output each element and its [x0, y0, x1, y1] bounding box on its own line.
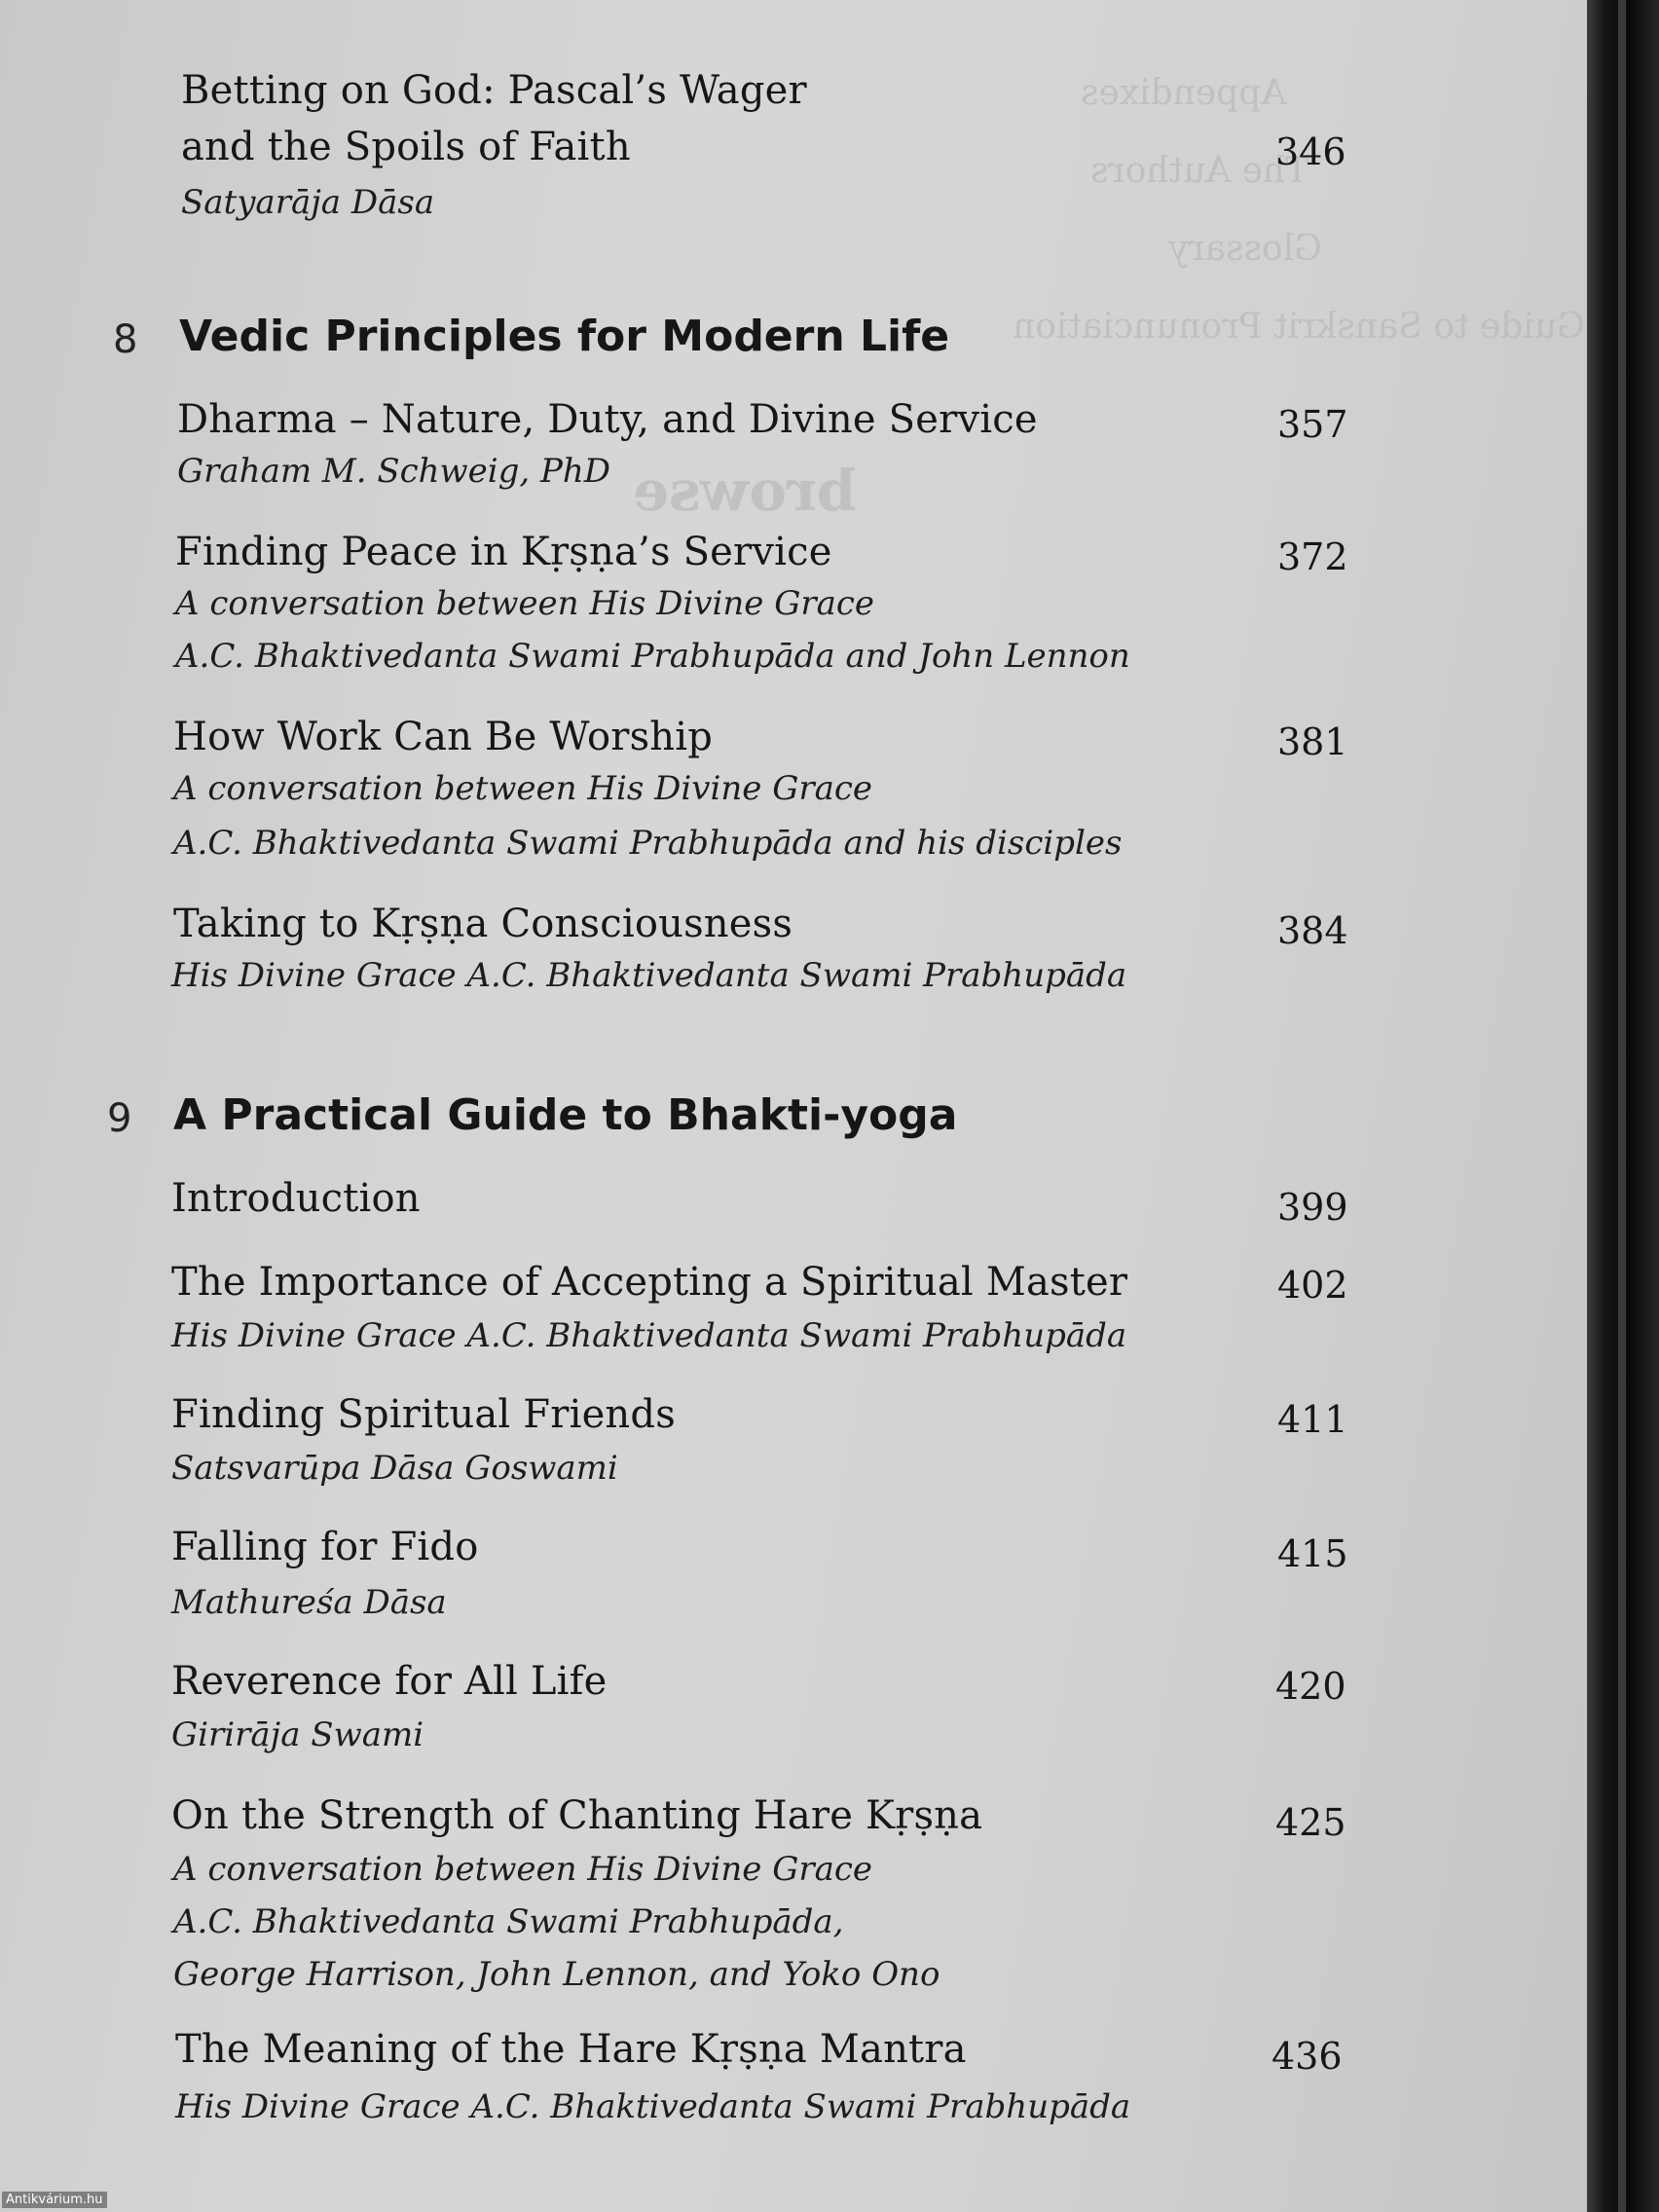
entry-author: Girirāja Swami [171, 1715, 424, 1754]
entry-author: Satyarāja Dāsa [181, 183, 435, 222]
entry-title: On the Strength of Chanting Hare Kṛṣṇa [171, 1793, 983, 1838]
entry-title: and the Spoils of Faith [181, 125, 631, 169]
entry-author: A.C. Bhaktivedanta Swami Prabhupāda and his disciples [173, 824, 1123, 863]
entry-author: His Divine Grace A.C. Bhaktivedanta Swami Prabhupāda [175, 2087, 1131, 2126]
entry-author: A conversation between His Divine Grace [173, 769, 873, 808]
chapter-title: Vedic Principles for Modern Life [179, 312, 950, 361]
entry-title: Betting on God: Pascal’s Wager [181, 68, 807, 113]
entry-page-number: 425 [1275, 1801, 1346, 1844]
entry-title: The Meaning of the Hare Kṛṣṇa Mantra [175, 2027, 967, 2072]
show-through-text: The Authors [1090, 151, 1309, 191]
entry-page-number: 372 [1277, 535, 1348, 578]
book-gutter-highlight [1618, 0, 1626, 2212]
entry-page-number: 381 [1277, 720, 1348, 763]
entry-page-number: 399 [1277, 1186, 1348, 1229]
entry-author: His Divine Grace A.C. Bhaktivedanta Swami Prabhupāda [171, 1316, 1127, 1355]
entry-author: Satsvarūpa Dāsa Goswami [171, 1449, 618, 1488]
entry-page-number: 411 [1277, 1398, 1348, 1441]
show-through-text: Guide to Sanskrit Pronunciation [1013, 307, 1585, 347]
watermark: Antikvárium.hu [2, 2192, 107, 2208]
chapter-number: 9 [107, 1096, 132, 1141]
entry-author: A conversation between His Divine Grace [173, 1850, 873, 1889]
entry-title: Taking to Kṛṣṇa Consciousness [173, 902, 793, 946]
entry-author: His Divine Grace A.C. Bhaktivedanta Swami Prabhupāda [171, 956, 1127, 995]
entry-page-number: 436 [1272, 2035, 1343, 2078]
show-through-text: Appendixes [1081, 73, 1287, 113]
entry-title: Finding Peace in Kṛṣṇa’s Service [175, 530, 832, 574]
entry-author: Mathureśa Dāsa [171, 1583, 447, 1622]
show-through-text: browse [633, 458, 857, 524]
entry-author: George Harrison, John Lennon, and Yoko Ono [173, 1955, 940, 1994]
chapter-title: A Practical Guide to Bhakti-yoga [173, 1090, 958, 1140]
entry-title: How Work Can Be Worship [173, 715, 714, 759]
entry-title: Falling for Fido [171, 1525, 479, 1569]
entry-page-number: 346 [1275, 130, 1346, 173]
entry-page-number: 357 [1277, 403, 1348, 446]
entry-page-number: 384 [1277, 909, 1348, 952]
entry-title: Dharma – Nature, Duty, and Divine Service [177, 397, 1038, 442]
entry-author: Graham M. Schweig, PhD [177, 452, 611, 491]
entry-page-number: 415 [1277, 1532, 1348, 1575]
entry-page-number: 420 [1275, 1665, 1346, 1708]
show-through-text: Glossary [1168, 229, 1322, 269]
entry-title: Finding Spiritual Friends [171, 1392, 676, 1437]
entry-author: A.C. Bhaktivedanta Swami Prabhupāda, [173, 1902, 844, 1941]
entry-title: Reverence for All Life [171, 1659, 608, 1704]
entry-author: A.C. Bhaktivedanta Swami Prabhupāda and John Lennon [175, 637, 1130, 676]
entry-title: Introduction [171, 1176, 421, 1221]
entry-page-number: 402 [1277, 1264, 1348, 1307]
entry-title: The Importance of Accepting a Spiritual Master [171, 1260, 1128, 1305]
chapter-number: 8 [113, 317, 138, 362]
entry-author: A conversation between His Divine Grace [175, 584, 875, 623]
